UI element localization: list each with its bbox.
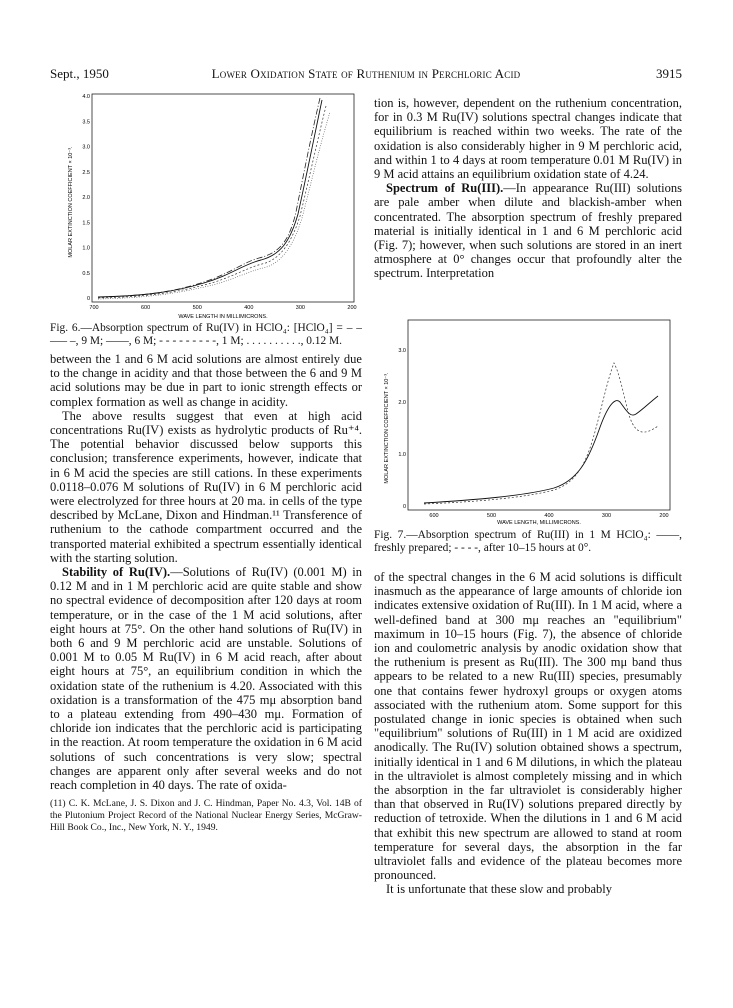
figure-7-chart — [374, 318, 682, 528]
running-header — [50, 66, 682, 84]
fig6-y-tick-label: 0.5 — [82, 270, 90, 277]
fig6-y-tick-label: 1.0 — [82, 245, 90, 252]
fig7-x-axis-label: WAVE LENGTH, MILLIMICRONS. — [497, 520, 581, 526]
right-column-bottom — [374, 570, 682, 897]
fig7-y-axis-label: MOLAR EXTINCTION COEFFICIENT × 10⁻³. — [384, 372, 390, 484]
stability-text: —Solutions of Ru(IV) (0.001 M) in 0.12 M and in 1 M perchloric acid are quite stable and show no spectral evidence of decomposition after 120 days at room temperature, or in the case of the 1 M acid solutions, after eight hours at 75°. On the other hand solutions of Ru(IV) in both 6 and 9 M perchloric acid are unstable. Solutions of 0.001 M to 0.05 M Ru(IV) in 6 M acid reach, after about eight hours at 75°, an equilibrium condition in which the oxidation state of the ruthenium is 4.20. Associated with this oxidation is a transformation of the 475 mμ absorption band to a plateau extending from 490–430 mμ. Formation of chloride ion indicates that the perchloric acid is participating in the reaction. At room temperature the oxidation in 6 M acid solutions of such concentrations is very slow; spectral changes are apparent only after several weeks and do not reach completion in 40 days. The rate of oxida- — [50, 565, 362, 793]
figure-7-caption — [374, 529, 682, 556]
fig7-x-tick-label: 600 — [429, 513, 439, 519]
fig6-y-tick-label: 2.5 — [82, 169, 90, 176]
fig6-y-tick-label: 0 — [86, 296, 90, 302]
header-title: Lower Oxidation State of Ruthenium in Perchloric Acid — [211, 66, 521, 81]
fig7-y-tick-label: 1.0 — [398, 452, 406, 458]
fig7-x-tick-label: 400 — [544, 513, 554, 519]
fig6-x-tick-label: 200 — [347, 305, 357, 311]
left-column — [50, 352, 362, 834]
fig7-y-tick-label: 0 — [402, 504, 406, 510]
fig6-y-tick-label: 2.0 — [82, 195, 90, 201]
fig6-curve-9m — [98, 98, 320, 297]
fig6-y-tick-label: 3.0 — [82, 144, 90, 151]
figure-6-caption — [50, 322, 362, 349]
fig6-y-ticks — [82, 94, 90, 302]
fig6-y-tick-label: 4.0 — [82, 94, 90, 100]
fig7-x-tick-label: 200 — [659, 513, 669, 519]
stability-heading: Stability of Ru(IV). — [62, 565, 171, 580]
right-paragraph-4: It is unfortunate that these slow and probably — [386, 882, 612, 897]
left-paragraph-1: between the 1 and 6 M acid solutions are almost entirely due to the change in acidity and that those between the 6 and 9 M acid solutions may be due in part to ionic strength effects or complex formation as well as change in acidity. — [50, 352, 362, 409]
header-date: Sept., 1950 — [50, 66, 109, 81]
fig7-x-tick-label: 500 — [486, 513, 497, 519]
fig6-plot-frame — [92, 94, 354, 302]
fig6-x-axis-label: WAVE LENGTH IN MILLIMICRONS. — [178, 314, 268, 320]
fig7-x-tick-label: 300 — [601, 513, 612, 519]
right-paragraph-3: of the spectral changes in the 6 M acid solutions is difficult inasmuch as the appearance of large amounts of chloride ion indicates extensive oxidation of Ru(III). In 1 M acid, where a well-defined band at 300 mμ reaches an "equilibrium" maximum in 10–15 hours (Fig. 7), the absence of chloride ion and coulometric analysis by anodic oxidation show that the ruthenium is present as Ru(III). The 300 mμ band thus appears to be related to a new Ru(III) species, presumably one that contains fewer hydroxyl groups or oxygen atoms associated with the ruthenium atom. Some support for this postulated change in ionic species is obtained when such "equilibrium" solutions of Ru(III) in 1 M acid are oxidized anodically. The Ru(IV) solution obtained shows a spectrum, initially identical in 1 and 6 M dilutions, in which the plateau in the ultraviolet is almost completely missing and in which the absorption in the far ultraviolet is considerably higher than that observed in Ru(IV) solutions prepared directly by reduction of tetroxide. When the dilutions in 1 and 6 M acid that exhibit this new spectrum are allowed to stand at room temperature for several days, the absorption in the far ultraviolet falls and evidence of the plateau becomes more pronounced. — [374, 570, 682, 883]
fig6-x-tick-label: 300 — [295, 305, 305, 311]
fig7-caption-text: Fig. 7.—Absorption spectrum of Ru(III) in 1 M HClO₄: ——, freshly prepared; - - - -, after 10–15 hours at 0°. — [374, 529, 682, 555]
left-paragraph-2: The above results suggest that even at high acid concentrations Ru(IV) exists as hydrolytic products of Ru⁺⁴. The potential behavior discussed below supports this conclusion; transference experiments, however, indicate that in 6 M acid the species are still cations. In these experiments 0.0118–0.076 M solutions of Ru(IV) in 6 M perchloric acid were electrolyzed for three hours at 20 ma. in cells of the type described by McLane, Dixon and Hindman.¹¹ Transference of ruthenium to the cathode compartment occurred and the transported material exhibited a spectrum essentially identical with the starting solution. — [50, 408, 362, 565]
page-number: 3915 — [656, 66, 682, 81]
figure-6-chart — [64, 92, 364, 324]
fig6-x-tick-label: 600 — [141, 305, 151, 311]
fig6-y-axis-label: MOLAR EXTINCTION COEFFICIENT × 10⁻³. — [68, 146, 74, 258]
fig7-curve-aged — [424, 363, 658, 504]
fig7-curve-fresh — [424, 396, 658, 503]
fig6-y-tick-label: 1.5 — [82, 220, 90, 227]
fig6-y-tick-label: 3.5 — [82, 119, 90, 126]
footnote-11: (11) C. K. McLane, J. S. Dixon and J. C. Hindman, Paper No. 4.3, Vol. 14B of the Plutonium Project Record of the National Nuclear Energy Series, McGraw-Hill Book Co., Inc., New York, N. Y., 1949. — [50, 798, 362, 833]
fig6-x-tick-label: 500 — [192, 305, 202, 311]
right-paragraph-1: tion is, however, dependent on the ruthenium concentration, for in 0.3 M Ru(IV) solutions spectral changes indicate that equilibrium is reached within two weeks. The rate of the oxidation is also considerably higher in 9 M perchloric acid, and within 1 to 4 days at room temperature 0.01 M Ru(IV) in 9 M acid attains an equilibrium oxidation state of 4.24. — [374, 96, 682, 182]
fig6-curve-6m — [98, 100, 322, 297]
stability-paragraph — [50, 565, 362, 792]
fig7-y-ticks — [398, 348, 406, 510]
spectrum-paragraph — [374, 181, 682, 280]
fig6-x-tick-label: 700 — [89, 305, 99, 311]
fig6-curve-012m — [98, 112, 330, 299]
fig6-x-ticks — [89, 305, 356, 311]
fig6-x-tick-label: 400 — [244, 305, 254, 311]
fig7-y-tick-label: 2.0 — [398, 400, 406, 406]
spectrum-text: —In appearance Ru(III) solutions are pale amber when dilute and blackish-amber when concentrated. The absorption spectrum of freshly prepared material is initially identical in 1 and 6 M perchloric acid (Fig. 7); however, when such solutions are stored in an inert atmosphere at 0° changes occur that profoundly alter the spectrum. Interpretation — [374, 181, 682, 281]
spectrum-heading: Spectrum of Ru(III). — [386, 181, 504, 196]
fig6-caption-text: Fig. 6.—Absorption spectrum of Ru(IV) in HClO₄: [HClO₄] = – – —– –, 9 M; ——, 6 M; - - - - - - - - -, 1 M; . . . . . . . . . ., 0.12 M. — [50, 322, 362, 348]
fig7-x-ticks — [429, 513, 668, 519]
fig7-y-tick-label: 3.0 — [398, 348, 406, 354]
fig6-curve-1m — [98, 106, 326, 298]
right-column-top — [374, 96, 682, 281]
